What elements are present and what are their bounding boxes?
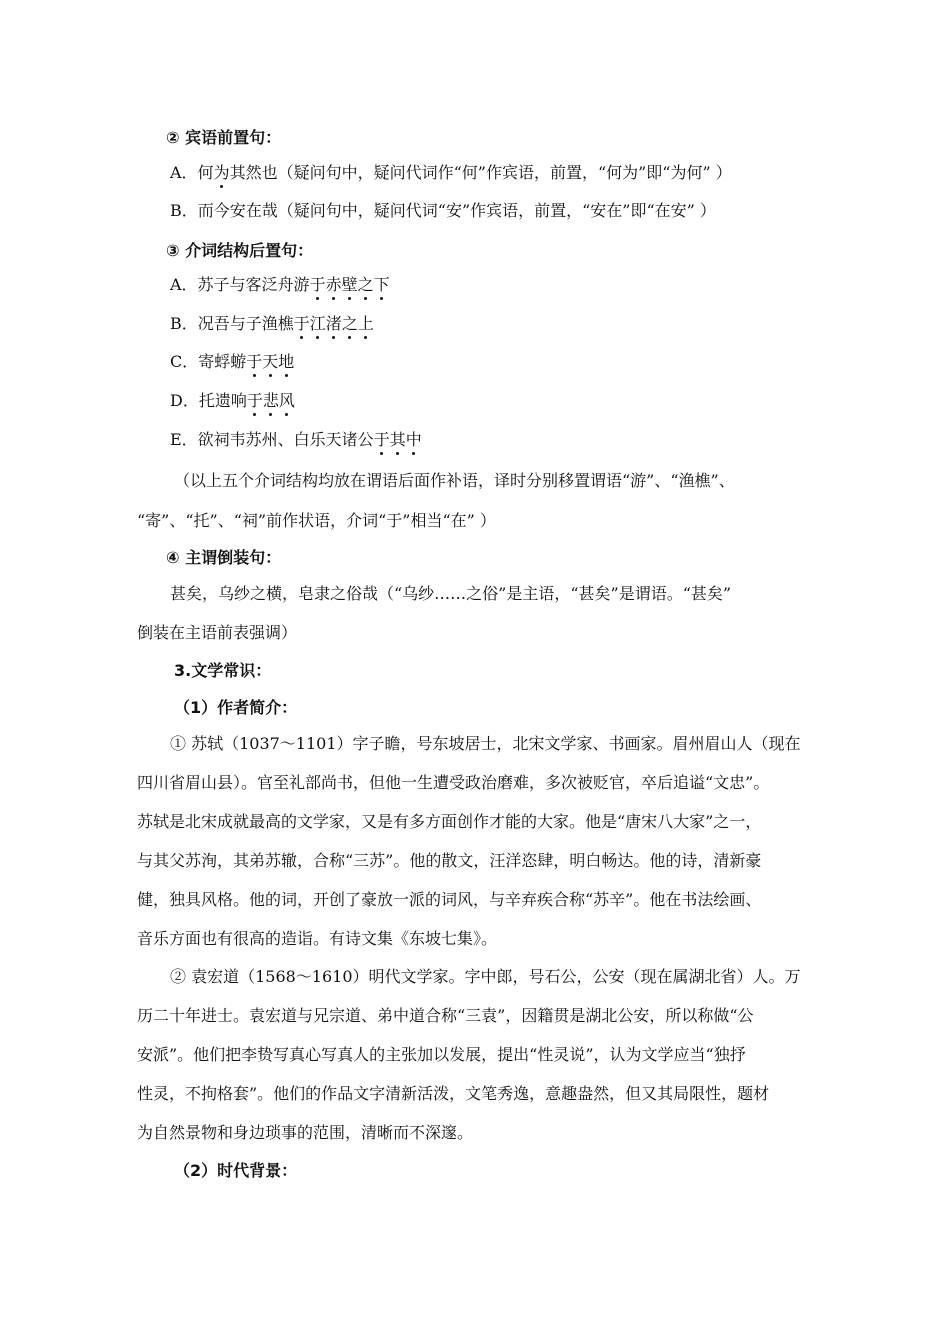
emphasis-char: 风: [278, 391, 295, 410]
author-intro-heading: （1）作者简介：: [174, 698, 298, 717]
yuan-line-3: 安派”。他们把李贽写真心写真人的主张加以发展，提出“性灵说”，认为文学应当“独抒: [137, 1045, 746, 1064]
emphasis-char: 悲: [262, 391, 279, 410]
emphasis-char: 赤: [325, 275, 342, 294]
emphasis-char: 地: [278, 352, 295, 371]
sec2-item-b: B．而今安在哉（疑问句中，疑问代词“安”作宾语，前置，“安在”即“在安” ）: [170, 201, 716, 220]
sec4-line-1: 甚矣，乌纱之横，皂隶之俗哉（“乌纱……之俗”是主语，“甚矣”是谓语。“甚矣”: [170, 584, 732, 603]
emphasis-char: 之: [341, 314, 358, 333]
sec4-line-2: 倒装在主语前表强调）: [137, 623, 298, 642]
sec3-b-pre: B．况吾与子渔樵: [170, 314, 294, 333]
sec3-item-e: [170, 429, 422, 451]
sec3-c-pre: C．寄蜉蝣: [170, 352, 247, 371]
su-shi-line-4: 与其父苏洵，其弟苏辙，合称“三苏”。他的散文，汪洋恣肆，明白畅达。他的诗，清新豪: [137, 851, 762, 870]
su-shi-line-3: 苏轼是北宋成就最高的文学家，又是有多方面创作才能的大家。他是“唐宋八大家”之一，: [137, 812, 762, 831]
su-shi-line-5: 健，独具风格。他的词，开创了豪放一派的词风，与辛弃疾合称“苏辛”。他在书法绘画、: [137, 890, 762, 909]
sec3-item-b: [170, 313, 374, 335]
sec2-a-pre: A．何: [170, 163, 214, 182]
emphasis-char: 于: [373, 430, 390, 449]
emphasis-char: 壁: [341, 275, 358, 294]
sec3-item-d: [170, 390, 295, 412]
sec2-heading: ② 宾语前置句：: [166, 128, 282, 147]
emphasis-char: 下: [373, 275, 390, 294]
literature-heading: 3.文学常识：: [174, 661, 272, 680]
sec2-item-a: [170, 162, 732, 184]
sec3-item-a: [170, 274, 390, 296]
sec3-heading: ③ 介词结构后置句：: [166, 241, 314, 260]
era-background-heading: （2）时代背景：: [174, 1161, 298, 1180]
emphasis-char: 之: [357, 275, 374, 294]
sec3-item-c: [170, 351, 294, 373]
yuan-line-4: 性灵，不拘格套”。他们的作品文字清新活泼，文笔秀逸，意趣盎然，但又其局限性，题材: [137, 1084, 770, 1103]
emphasis-char: 为: [213, 163, 230, 182]
emphasis-char: 上: [357, 314, 374, 333]
emphasis-char: 于: [293, 314, 310, 333]
sec2-a-post: 其然也（疑问句中，疑问代词作“何”作宾语，前置，“何为”即“为何” ）: [229, 163, 732, 182]
yuan-line-2: 历二十年进士。袁宏道与兄宗道、弟中道合称“三袁”，因籍贯是湖北公安，所以称做“公: [137, 1006, 754, 1025]
yuan-line-1: ② 袁宏道（1568～1610）明代文学家。字中郎，号石公，公安（现在属湖北省）人。万: [170, 967, 801, 986]
emphasis-char: 渚: [325, 314, 342, 333]
sec3-note-line-1: （以上五个介词结构均放在谓语后面作补语，译时分别移置谓语“游”、“渔樵”、: [174, 471, 735, 490]
emphasis-char: 于: [246, 352, 263, 371]
emphasis-char: 于: [246, 391, 263, 410]
emphasis-char: 于: [309, 275, 326, 294]
sec3-a-pre: A．苏子与客泛舟游: [170, 275, 310, 294]
emphasis-char: 中: [405, 430, 422, 449]
emphasis-char: 其: [389, 430, 406, 449]
su-shi-line-2: 四川省眉山县）。官至礼部尚书，但他一生遭受政治磨难，多次被贬官，卒后追谥“文忠”。: [137, 773, 770, 792]
emphasis-char: 江: [309, 314, 326, 333]
emphasis-char: 天: [262, 352, 279, 371]
sec3-d-pre: D．托遗响: [170, 391, 247, 410]
yuan-line-5: 为自然景物和身边琐事的范围，清晰而不深邃。: [137, 1123, 474, 1142]
su-shi-line-1: ① 苏轼（1037～1101）字子瞻，号东坡居士，北宋文学家、书画家。眉州眉山人（现在: [170, 734, 801, 753]
su-shi-line-6: 音乐方面也有很高的造诣。有诗文集《东坡七集》。: [137, 929, 498, 948]
sec3-note-line-2: “寄”、“托”、“祠”前作状语，介词“于”相当“在” ）: [137, 511, 496, 530]
sec4-heading: ④ 主谓倒装句：: [166, 548, 282, 567]
sec3-e-pre: E．欲祠韦苏州、白乐天诸公: [170, 430, 374, 449]
